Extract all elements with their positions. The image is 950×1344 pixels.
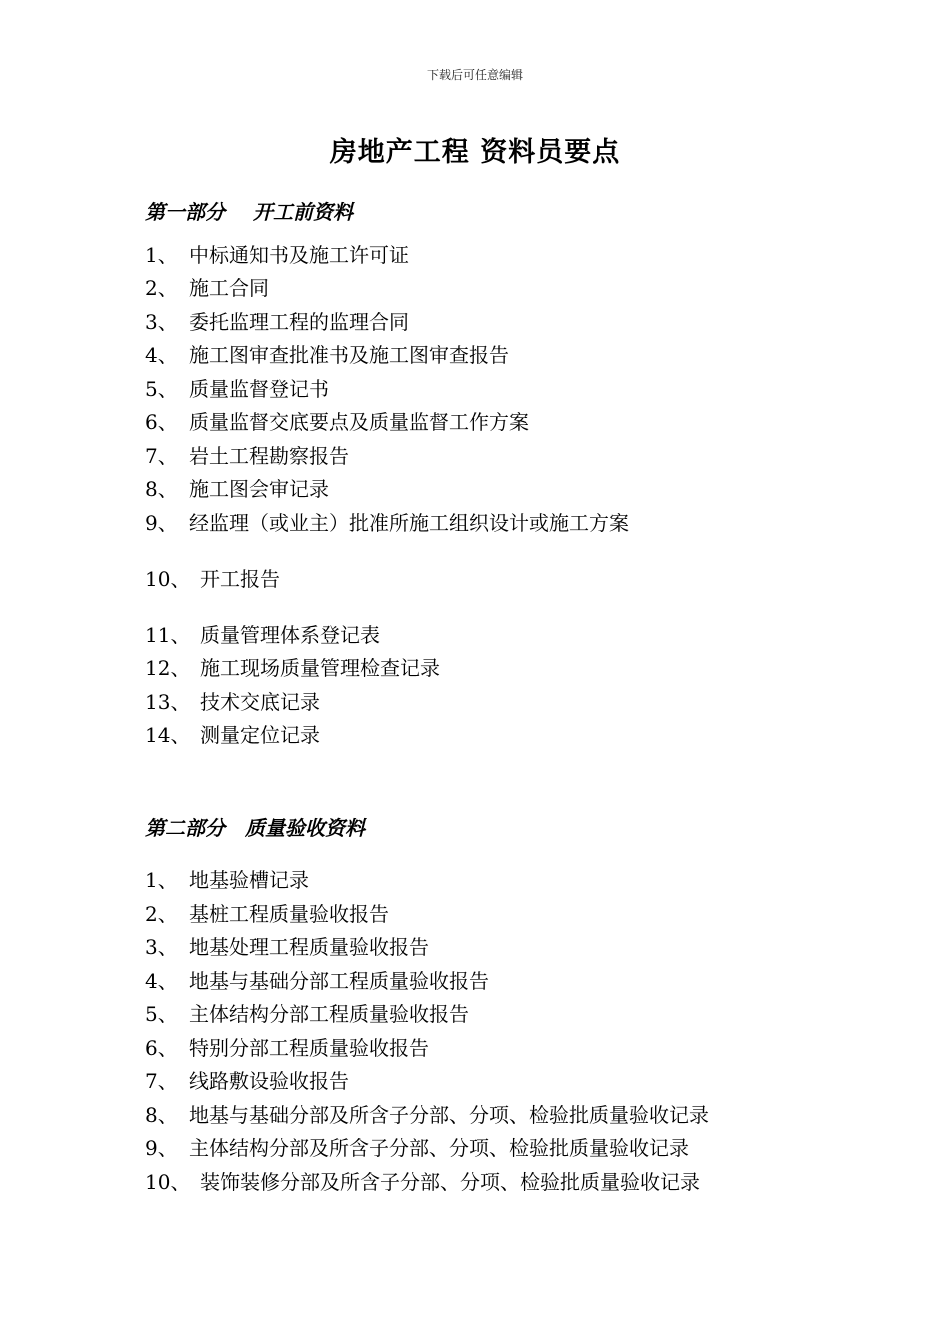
item-text: 中标通知书及施工许可证	[189, 243, 409, 267]
item-number: 4、	[145, 969, 178, 993]
item-text: 测量定位记录	[200, 723, 320, 747]
item-text: 主体结构分部工程质量验收报告	[189, 1002, 469, 1026]
item-text: 地基与基础分部及所含子分部、分项、检验批质量验收记录	[189, 1103, 709, 1127]
list-item	[145, 341, 509, 369]
list-item	[145, 1034, 429, 1062]
list-item	[145, 967, 489, 995]
list-item	[145, 1000, 469, 1028]
list-item	[145, 308, 409, 336]
item-number: 6、	[145, 410, 178, 434]
item-number: 11、	[145, 623, 191, 647]
section-heading-1	[145, 196, 353, 225]
item-text: 岩土工程勘察报告	[189, 444, 349, 468]
list-item	[145, 375, 329, 403]
item-number: 4、	[145, 343, 178, 367]
list-item	[145, 442, 349, 470]
list-item	[145, 1067, 349, 1095]
item-number: 7、	[145, 1069, 178, 1093]
item-text: 施工现场质量管理检查记录	[200, 656, 440, 680]
list-item	[145, 408, 529, 436]
item-number: 3、	[145, 310, 178, 334]
list-item	[145, 274, 269, 302]
item-text: 基桩工程质量验收报告	[189, 902, 389, 926]
item-text: 技术交底记录	[200, 690, 320, 714]
header-note: 下载后可任意编辑	[426, 68, 523, 82]
list-item	[145, 900, 389, 928]
item-number: 2、	[145, 276, 178, 300]
list-item	[145, 475, 329, 503]
list-item	[145, 866, 309, 894]
item-number: 1、	[145, 243, 178, 267]
list-item	[145, 721, 320, 749]
item-text: 地基验槽记录	[189, 868, 309, 892]
item-number: 12、	[145, 656, 191, 680]
item-text: 施工图审查批准书及施工图审查报告	[189, 343, 509, 367]
document-title: 房地产工程 资料员要点	[329, 137, 621, 168]
section-part-label: 第一部分	[145, 200, 225, 224]
list-item	[145, 933, 429, 961]
list-item	[145, 621, 380, 649]
item-number: 10、	[145, 567, 191, 591]
item-number: 2、	[145, 902, 178, 926]
item-text: 线路敷设验收报告	[189, 1069, 349, 1093]
item-text: 施工图会审记录	[189, 477, 329, 501]
section-name: 开工前资料	[253, 200, 353, 224]
item-text: 经监理（或业主）批准所施工组织设计或施工方案	[189, 511, 629, 535]
item-number: 8、	[145, 477, 178, 501]
item-number: 6、	[145, 1036, 178, 1060]
section-heading-2	[145, 812, 365, 841]
item-number: 1、	[145, 868, 178, 892]
list-item	[145, 654, 440, 682]
item-text: 地基处理工程质量验收报告	[189, 935, 429, 959]
item-text: 特别分部工程质量验收报告	[189, 1036, 429, 1060]
item-text: 质量管理体系登记表	[200, 623, 380, 647]
item-text: 地基与基础分部工程质量验收报告	[189, 969, 489, 993]
list-item	[145, 1101, 709, 1129]
item-number: 5、	[145, 377, 178, 401]
list-item	[145, 241, 409, 269]
list-item	[145, 688, 320, 716]
item-text: 质量监督交底要点及质量监督工作方案	[189, 410, 529, 434]
item-number: 5、	[145, 1002, 178, 1026]
item-number: 9、	[145, 511, 178, 535]
item-number: 8、	[145, 1103, 178, 1127]
item-text: 装饰装修分部及所含子分部、分项、检验批质量验收记录	[200, 1170, 700, 1194]
section-part-label: 第二部分	[145, 816, 225, 840]
item-text: 委托监理工程的监理合同	[189, 310, 409, 334]
item-number: 9、	[145, 1136, 178, 1160]
list-item	[145, 1134, 689, 1162]
item-text: 开工报告	[200, 567, 280, 591]
item-number: 7、	[145, 444, 178, 468]
item-number: 10、	[145, 1170, 191, 1194]
item-text: 主体结构分部及所含子分部、分项、检验批质量验收记录	[189, 1136, 689, 1160]
item-number: 13、	[145, 690, 191, 714]
list-item	[145, 509, 629, 537]
list-item	[145, 1168, 700, 1196]
item-number: 3、	[145, 935, 178, 959]
list-item	[145, 565, 280, 593]
item-text: 施工合同	[189, 276, 269, 300]
item-text: 质量监督登记书	[189, 377, 329, 401]
section-name: 质量验收资料	[245, 816, 365, 840]
item-number: 14、	[145, 723, 191, 747]
